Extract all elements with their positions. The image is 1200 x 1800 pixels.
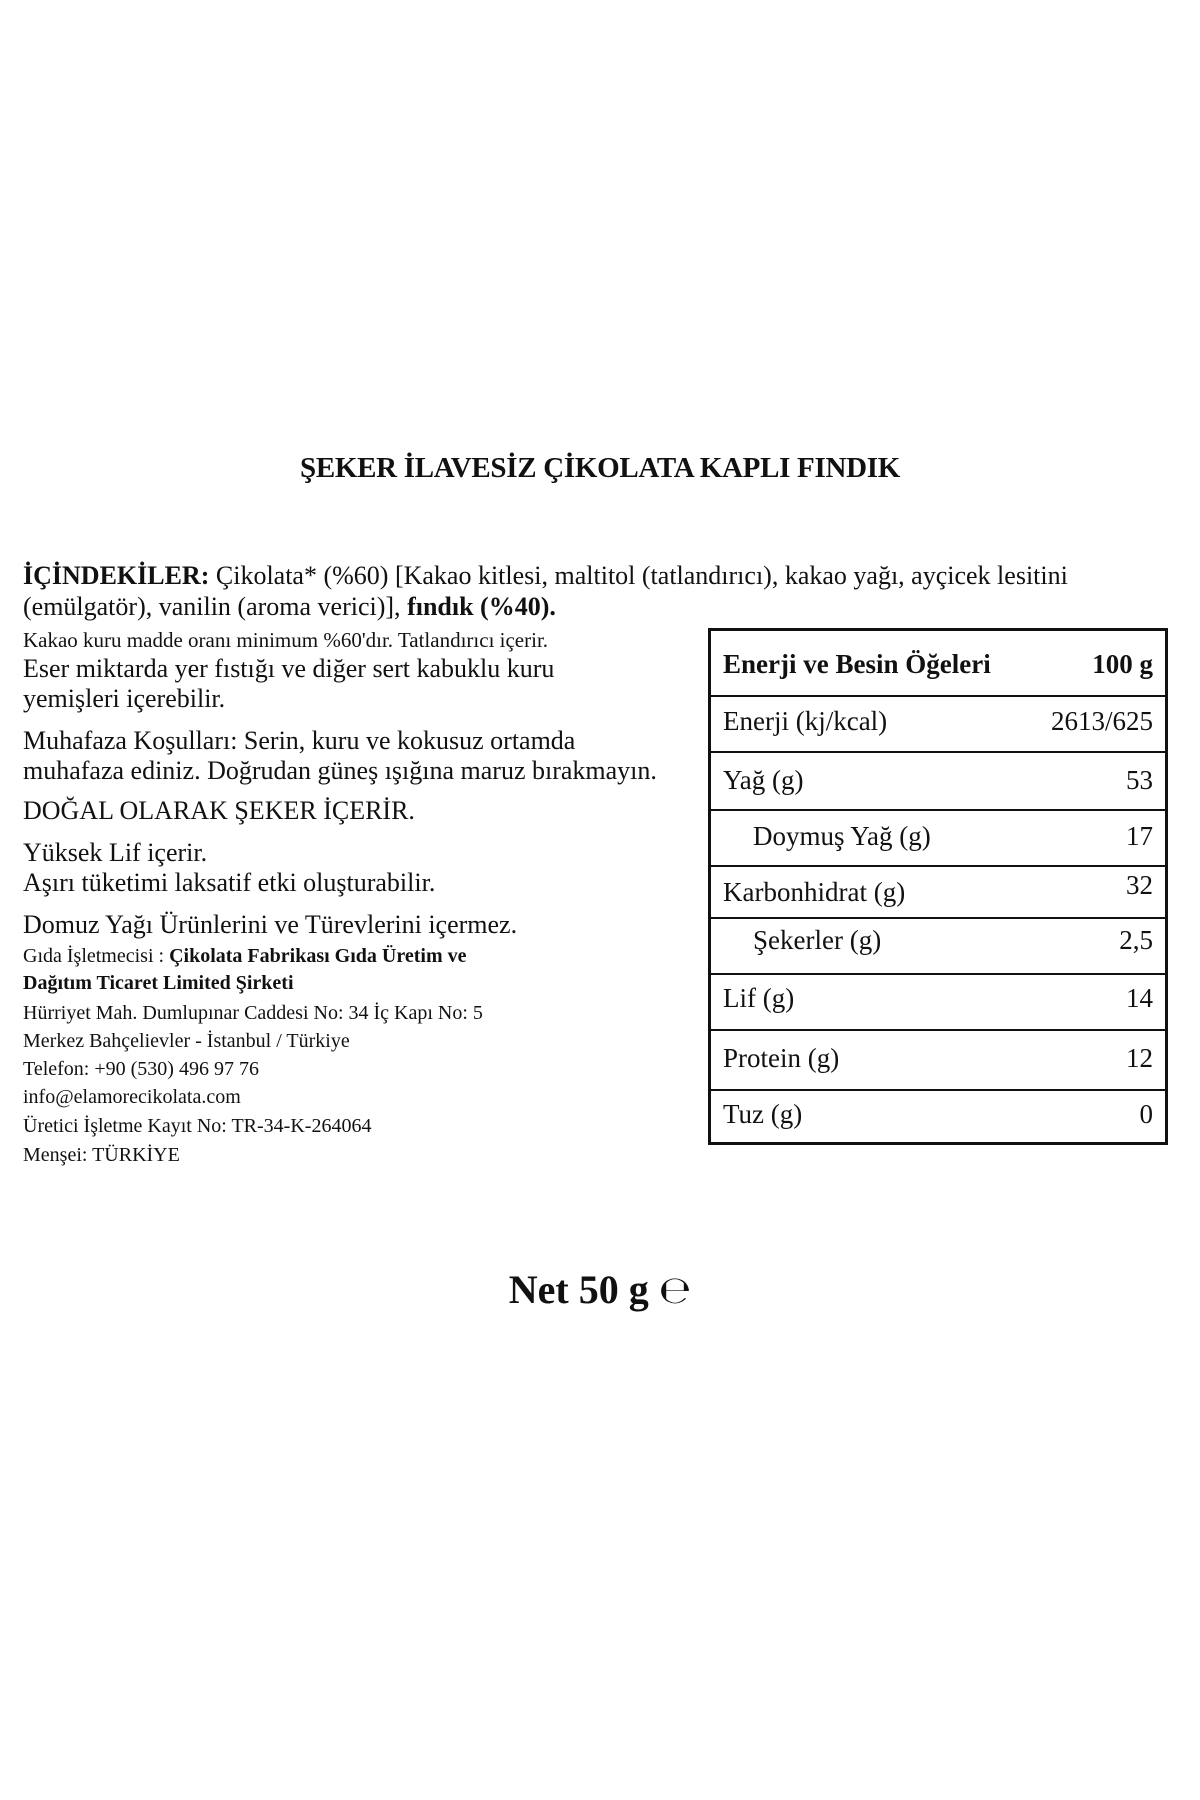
nutrition-label: Şekerler (g) — [753, 925, 882, 955]
nutrition-header-value: 100 g — [1092, 649, 1153, 679]
address-line-2: Merkez Bahçelievler - İstanbul / Türkiye — [23, 1030, 350, 1052]
nutrition-table — [708, 628, 1168, 1145]
fiber-note: Yüksek Lif içerir. — [23, 838, 208, 867]
nutrition-value: 2613/625 — [1050, 706, 1153, 736]
nutrition-row-salt — [711, 1089, 1165, 1142]
registration-number: Üretici İşletme Kayıt No: TR-34-K-264064 — [23, 1115, 372, 1137]
address-line-1: Hürriyet Mah. Dumlupınar Caddesi No: 34 İç Kapı No: 5 — [23, 1002, 483, 1024]
nutrition-row-protein — [711, 1029, 1165, 1091]
nutrition-label: Yağ (g) — [723, 765, 804, 795]
phone-number: Telefon: +90 (530) 496 97 76 — [23, 1058, 259, 1080]
nutrition-label: Lif (g) — [723, 983, 795, 1013]
nutrition-label: Karbonhidrat (g) — [723, 877, 906, 907]
nutrition-value: 53 — [1126, 765, 1153, 795]
nutrition-value: 32 — [1126, 870, 1153, 900]
net-weight-text: Net 50 g — [508, 1267, 649, 1312]
nutrition-value: 14 — [1126, 983, 1153, 1013]
nutrition-row-sugars — [711, 917, 1165, 975]
country-of-origin: Menşei: TÜRKİYE — [23, 1144, 180, 1166]
cocoa-content-note: Kakao kuru madde oranı minimum %60'dır. Tatlandırıcı içerir. — [23, 628, 549, 652]
nutrition-row-fiber — [711, 973, 1165, 1031]
nutrition-label: Protein (g) — [723, 1043, 840, 1073]
storage-note-line-2: muhafaza ediniz. Doğrudan güneş ışığına maruz bırakmayın. — [23, 756, 657, 785]
laxative-note: Aşırı tüketimi laksatif etki oluşturabilir. — [23, 868, 436, 897]
pork-free-note: Domuz Yağı Ürünlerini ve Türevlerini içermez. — [23, 910, 518, 939]
storage-note-line-1: Muhafaza Koşulları: Serin, kuru ve kokusuz ortamda — [23, 726, 576, 755]
natural-sugar-note: DOĞAL OLARAK ŞEKER İÇERİR. — [23, 796, 415, 825]
nutrition-value: 17 — [1126, 821, 1153, 851]
operator-name-line-2: Dağıtım Ticaret Limited Şirketi — [23, 972, 294, 994]
operator-label: Gıda İşletmecisi : — [23, 945, 170, 967]
nutrition-label: Doymuş Yağ (g) — [753, 821, 931, 851]
product-title: ŞEKER İLAVESİZ ÇİKOLATA KAPLI FINDIK — [300, 452, 900, 484]
ingredients-paragraph — [23, 560, 1173, 622]
estimated-sign-icon: ℮ — [658, 1268, 692, 1312]
operator-line — [23, 945, 466, 968]
net-weight — [0, 1266, 1200, 1313]
nutrition-label: Tuz (g) — [723, 1099, 803, 1129]
nutrition-row-fat — [711, 751, 1165, 811]
nutrition-row-energy — [711, 695, 1165, 753]
nutrition-row-saturated-fat — [711, 809, 1165, 867]
ingredients-hazelnut: fındık (%40). — [407, 592, 556, 621]
nutrition-row-carbohydrate — [711, 865, 1165, 919]
nutrition-value: 0 — [1139, 1099, 1153, 1129]
ingredients-text: Çikolata* (%60) [Kakao kitlesi, maltitol (tatlandırıcı), kakao yağı, ayçicek lesitini (emülgatör), vanilin (aroma verici)], — [23, 561, 1068, 621]
allergen-note-line-2: yemişleri içerebilir. — [23, 684, 226, 713]
nutrition-header-label: Enerji ve Besin Öğeleri — [723, 649, 991, 679]
nutrition-value: 2,5 — [1119, 925, 1153, 955]
ingredients-label: İÇİNDEKİLER: — [23, 561, 210, 590]
nutrition-value: 12 — [1126, 1043, 1153, 1073]
nutrition-header-row — [711, 631, 1165, 697]
allergen-note-line-1: Eser miktarda yer fıstığı ve diğer sert kabuklu kuru — [23, 654, 555, 683]
operator-name-line-1: Çikolata Fabrikası Gıda Üretim ve — [169, 945, 467, 967]
email-address: info@elamorecikolata.com — [23, 1086, 241, 1108]
nutrition-label: Enerji (kj/kcal) — [723, 706, 888, 736]
